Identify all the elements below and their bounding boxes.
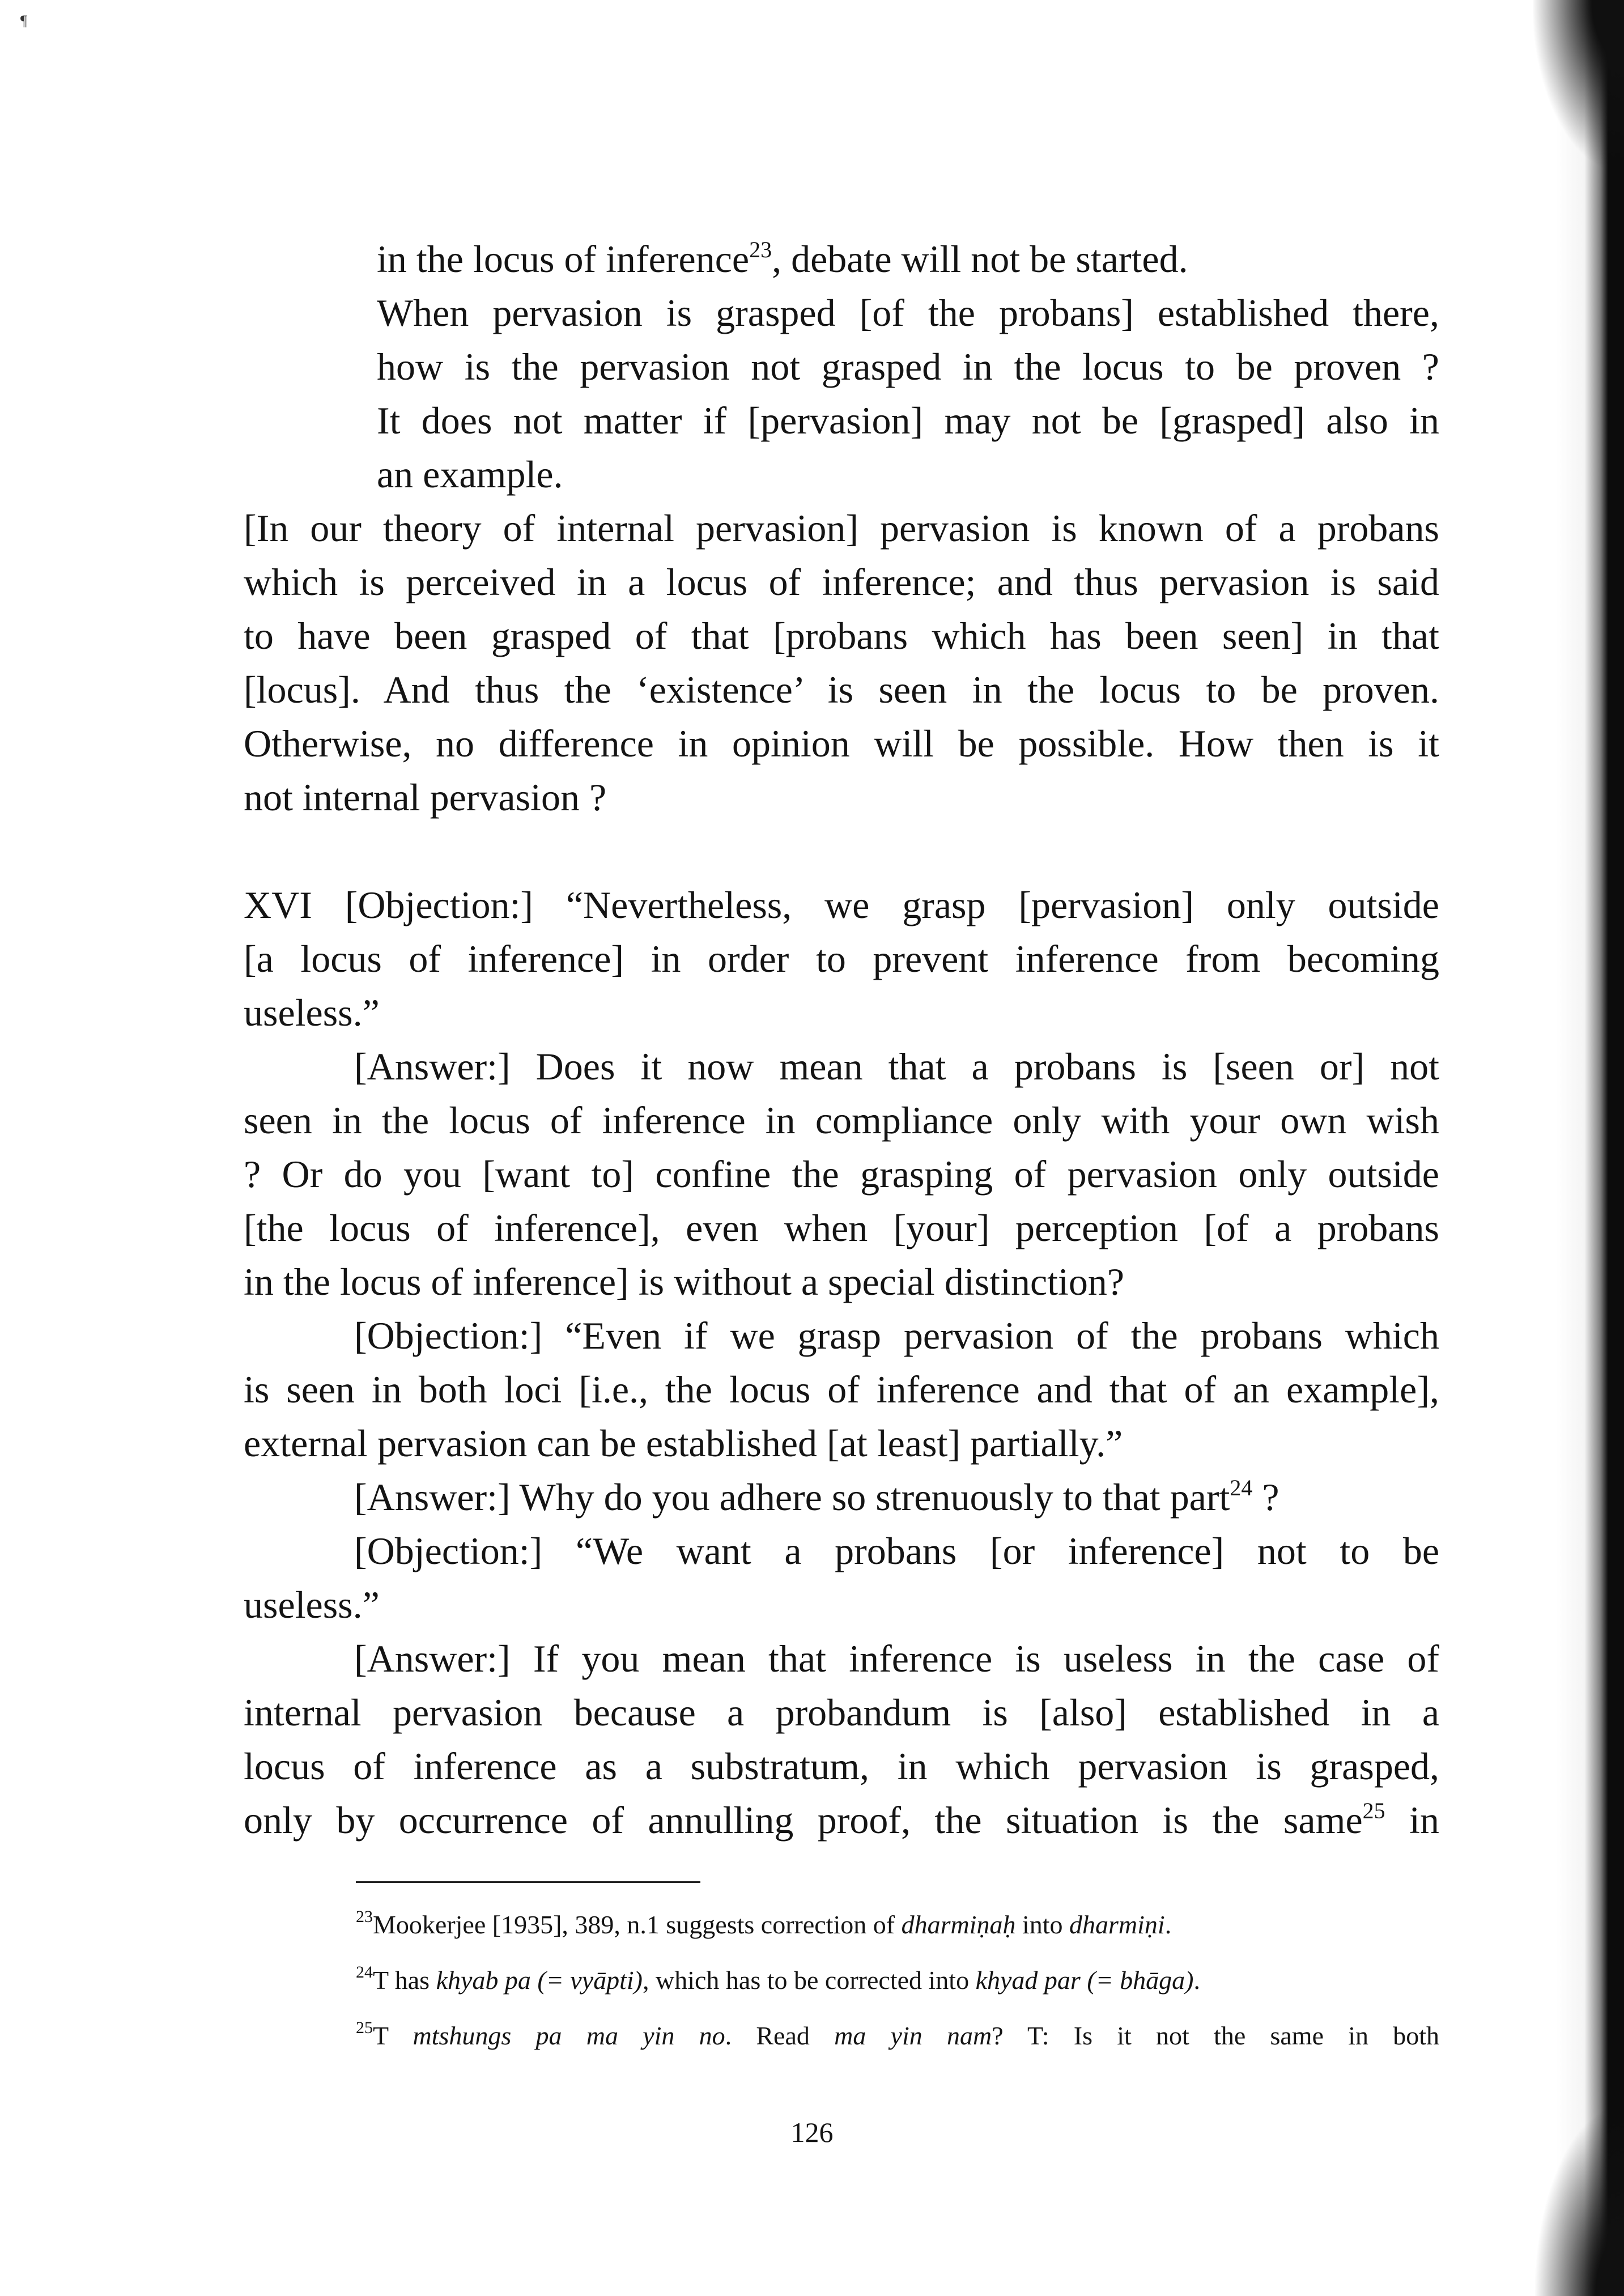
text-line: seen in the locus of inference in compliance only with your own wish — [244, 1099, 1439, 1142]
text-line: internal pervasion because a probandum is [also] established in a — [244, 1691, 1439, 1734]
footnote-25 — [356, 2016, 1439, 2056]
footnote-number: 25 — [356, 2018, 373, 2037]
text-line: [Answer:] If you mean that inference is useless in the case of — [354, 1637, 1439, 1680]
text-line: ? Or do you [want to] confine the grasping of pervasion only outside — [244, 1153, 1439, 1196]
footnote-text: ? T: Is it not the same in both — [992, 2021, 1439, 2050]
text-span: ? — [1252, 1476, 1279, 1519]
text-span: , debate will not be started. — [772, 237, 1188, 280]
text-line: how is the pervasion not grasped in the locus to be proven ? — [377, 345, 1439, 388]
footnote-text: . Read — [725, 2021, 835, 2050]
text-line: an example. — [377, 453, 563, 496]
text-line: [Objection:] “We want a probans [or inference] not to be — [354, 1529, 1439, 1572]
section-heading-line: XVI [Objection:] “Nevertheless, we grasp [pervasion] only outside — [244, 883, 1439, 926]
text-line: [Answer:] Does it now mean that a probans is [seen or] not — [354, 1045, 1439, 1088]
text-line — [354, 1470, 1439, 1524]
text-line: [Objection:] “Even if we grasp pervasion of the probans which — [354, 1314, 1439, 1357]
text-line: not internal pervasion ? — [244, 776, 607, 819]
footnote-23 — [356, 1905, 1439, 1945]
footnote-text: T — [373, 2021, 413, 2050]
footnote-text: , which has to be corrected into — [643, 1966, 976, 1995]
footnote-text: into — [1015, 1910, 1070, 1939]
text-span: in the locus of inference — [377, 237, 750, 280]
footnote-ref-24[interactable]: 24 — [1230, 1475, 1253, 1500]
footnote-ref-25[interactable]: 25 — [1362, 1798, 1385, 1823]
text-line: in the locus of inference] is without a special distinction? — [244, 1260, 1125, 1303]
footnote-text: . — [1193, 1966, 1200, 1995]
text-line — [244, 1793, 1439, 1847]
footnote-24 — [356, 1961, 1439, 2000]
footnote-italic: ma yin nam — [834, 2021, 992, 2050]
page-binding-shadow — [1556, 0, 1624, 2296]
text-line: is seen in both loci [i.e., the locus of inference and that of an example], — [244, 1368, 1439, 1411]
footnote-number: 24 — [356, 1963, 373, 1982]
text-line: locus of inference as a substratum, in which pervasion is grasped, — [244, 1745, 1439, 1788]
text-line — [377, 232, 1439, 286]
text-line: It does not matter if [pervasion] may not be [grasped] also in — [377, 399, 1439, 442]
footnote-ref-23[interactable]: 23 — [749, 237, 772, 262]
text-line: [In our theory of internal pervasion] pervasion is known of a probans — [244, 507, 1439, 550]
text-line: [locus]. And thus the ‘existence’ is seen in the locus to be proven. — [244, 668, 1439, 711]
text-line: useless.” — [244, 991, 380, 1034]
footnote-divider — [356, 1881, 700, 1883]
text-line: which is perceived in a locus of inference; and thus pervasion is said — [244, 560, 1439, 603]
page-corner-shadow-top — [1533, 0, 1624, 170]
footnote-text: T has — [373, 1966, 436, 1995]
corner-mark: ¶ — [20, 12, 27, 29]
text-line: [a locus of inference] in order to prevent inference from becoming — [244, 937, 1439, 980]
text-span: in — [1385, 1798, 1439, 1842]
footnote-italic: mtshungs pa ma yin no — [413, 2021, 725, 2050]
footnote-text: Mookerjee [1935], 389, n.1 suggests correction of — [373, 1910, 902, 1939]
text-line: [the locus of inference], even when [your] perception [of a probans — [244, 1206, 1439, 1249]
page-number: 126 — [790, 2116, 834, 2148]
footnote-italic: dharmiṇaḥ — [901, 1910, 1016, 1939]
text-line: to have been grasped of that [probans which has been seen] in that — [244, 614, 1439, 657]
text-line: When pervasion is grasped [of the probans] established there, — [377, 291, 1439, 334]
text-line: Otherwise, no difference in opinion will be possible. How then is it — [244, 722, 1439, 765]
text-span: [Answer:] Why do you adhere so strenuously to that part — [354, 1476, 1230, 1519]
footnote-number: 23 — [356, 1907, 373, 1926]
text-line: external pervasion can be established [at least] partially.” — [244, 1422, 1123, 1465]
footnote-italic: khyab pa (= vyāpti) — [436, 1966, 643, 1995]
footnote-italic: khyad par (= bhāga) — [975, 1966, 1194, 1995]
text-line: useless.” — [244, 1583, 380, 1626]
footnote-text: . — [1164, 1910, 1172, 1939]
text-span: only by occurrence of annulling proof, the situation is the same — [244, 1798, 1363, 1842]
footnote-italic: dharmiṇi — [1069, 1910, 1165, 1939]
